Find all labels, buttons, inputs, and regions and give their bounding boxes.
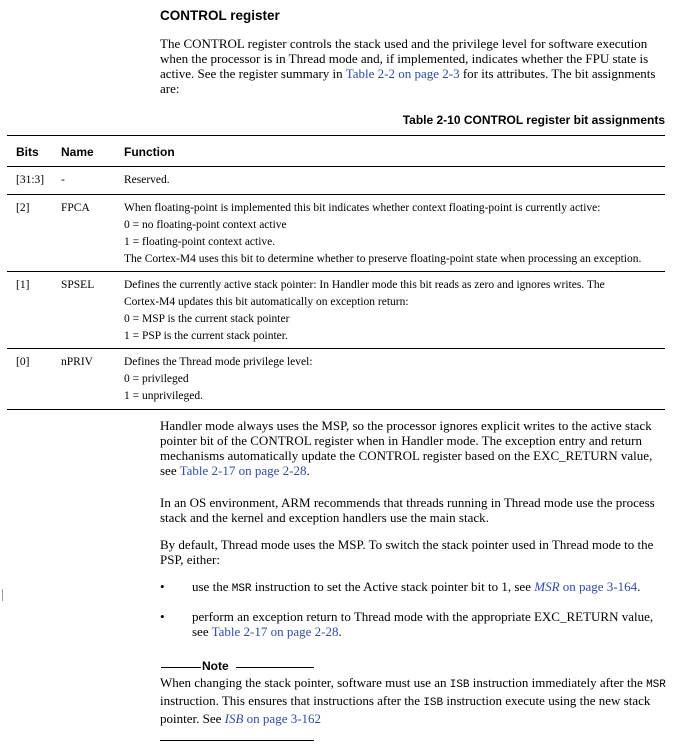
margin-mark: [2, 589, 3, 601]
function-line: 0 = MSP is the current stack pointer: [124, 313, 290, 325]
row-function: [124, 172, 665, 189]
note-text-part: instruction. This ensures that instructions after the: [160, 693, 424, 708]
msr-link[interactable]: [534, 579, 637, 594]
paragraph-default-msp: By default, Thread mode uses the MSP. To switch the stack pointer used in Thread mode to the PSP, either:: [160, 537, 654, 567]
function-line: Defines the currently active stack pointer: In Handler mode this bit reads as zero and ignores writes. The: [124, 279, 605, 291]
paragraph-os-environment: In an OS environment, ARM recommends that threads running in Thread mode use the process stack and the kernel and exception handlers use the main stack.: [160, 495, 655, 525]
function-line: The Cortex-M4 uses this bit to determine whether to preserve floating-point state when processing an exception.: [124, 253, 642, 265]
bullet-icon: •: [160, 579, 165, 594]
bullet-period: .: [338, 624, 342, 639]
table-2-2-link[interactable]: Table 2-2 on page 2-3: [345, 66, 460, 81]
table-2-17-link[interactable]: Table 2-17 on page 2-28: [179, 463, 307, 478]
list-item: [160, 579, 668, 597]
link-rest: on page 3-162: [243, 711, 322, 726]
table-row: [7, 195, 665, 272]
table-2-17-link[interactable]: Table 2-17 on page 2-28: [211, 624, 339, 639]
row-function: [124, 354, 665, 405]
section-title: CONTROL register: [160, 8, 280, 23]
intro-paragraph: [160, 36, 668, 96]
control-register-table: [7, 135, 665, 410]
table-row: [7, 272, 665, 349]
row-function: [124, 200, 665, 268]
header-function: Function: [124, 145, 175, 159]
paragraph-period: .: [306, 463, 310, 478]
paragraph-text: Handler mode always uses the MSP, so the processor ignores explicit writes to the active stack pointer bit of the CONTROL register when in Handler mode. The exception entry and return mechanisms automatically update the CONTROL register based on the EXC_RETURN value, see: [160, 418, 653, 478]
function-line: 1 = floating-point context active.: [124, 236, 276, 248]
link-italic: ISB: [224, 711, 244, 726]
note-text-part: instruction execute using the new stack pointer. See: [160, 693, 651, 726]
function-line: When floating-point is implemented this bit indicates whether context floating-point is currently active:: [124, 202, 601, 214]
bullet-text: perform an exception return to Thread mode with the appropriate EXC_RETURN value, see: [192, 609, 654, 639]
note-rule: [161, 667, 201, 668]
note-text: [160, 675, 668, 726]
note-text-part: When changing the stack pointer, software must use an: [160, 675, 450, 690]
row-bits: [1]: [16, 279, 30, 291]
function-line: Defines the Thread mode privilege level:: [124, 356, 313, 368]
code-isb: ISB: [423, 697, 444, 709]
body-text: [160, 418, 668, 741]
function-line: 1 = PSP is the current stack pointer.: [124, 330, 288, 342]
row-name: -: [61, 174, 65, 186]
table-header-row: [7, 135, 665, 167]
function-line: Reserved.: [124, 174, 170, 186]
note-rule: [236, 667, 314, 668]
row-name: FPCA: [61, 202, 90, 214]
link-italic: MSR: [534, 579, 560, 594]
row-bits: [2]: [16, 202, 30, 214]
row-function: [124, 277, 665, 345]
header-bits: Bits: [16, 145, 39, 159]
row-name: SPSEL: [61, 279, 95, 291]
header-name: Name: [61, 145, 94, 159]
paragraph-handler-mode: [160, 418, 668, 478]
note-end-rule: [160, 740, 314, 741]
note-text-part: instruction immediately after the: [469, 675, 647, 690]
note-label: Note: [202, 659, 229, 673]
code-msr: MSR: [646, 679, 666, 691]
function-line: 0 = privileged: [124, 373, 189, 385]
list-item: [160, 609, 668, 639]
bullet-icon: •: [160, 609, 165, 624]
intro-text-end: for its attributes. The bit assignments are:: [160, 66, 656, 96]
bullet-period: .: [637, 579, 641, 594]
intro-text: The CONTROL register controls the stack used and the privilege level for software execution when the processor is in Thread mode and, if implemented, indicates whether the FPU state is active. See the register summary in: [160, 36, 649, 81]
function-line: Cortex-M4 updates this bit automatically on exception return:: [124, 296, 409, 308]
table-row: [7, 167, 665, 195]
bullet-text: use the: [192, 579, 232, 594]
bullet-text: instruction to set the Active stack pointer bit to 1, see: [251, 579, 535, 594]
link-rest: on page 3-164: [559, 579, 638, 594]
code-isb: ISB: [449, 679, 470, 691]
row-bits: [0]: [16, 356, 30, 368]
row-bits: [31:3]: [16, 174, 45, 186]
note-header: [160, 659, 668, 673]
table-caption: Table 2-10 CONTROL register bit assignments: [402, 113, 665, 127]
function-line: 0 = no floating-point context active: [124, 219, 287, 231]
row-name: nPRIV: [61, 356, 93, 368]
function-line: 1 = unprivileged.: [124, 390, 203, 402]
isb-link[interactable]: [225, 711, 321, 726]
code-msr: MSR: [231, 583, 252, 595]
table-row: [7, 349, 665, 410]
